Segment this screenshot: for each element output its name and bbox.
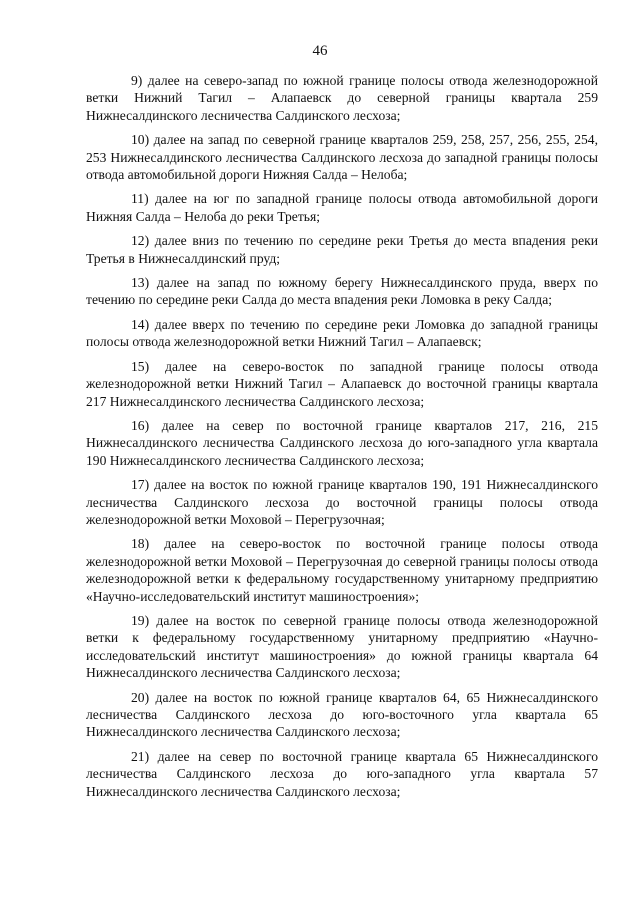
paragraph-item-17: 17) далее на восток по южной границе кварталов 190, 191 Нижнесалдинского лесничества Салдинского лесхоза до восточной границы полосы отвода железнодорожной ветки Моховой – Перегрузочная;	[86, 477, 598, 527]
document-body	[86, 72, 598, 807]
page-number: 46	[312, 43, 328, 59]
paragraph-item-14: 14) далее вверх по течению по середине реки Ломовка до западной границы полосы отвода железнодорожной ветки Нижний Тагил – Алапаевск;	[86, 316, 598, 350]
paragraph-item-18: 18) далее на северо-восток по восточной границе полосы отвода железнодорожной ветки Моховой – Перегрузочная до северной границы полосы отвода железнодорожной ветки к федеральному государственному унитарному предприятию «Научно-исследовательский институт машиностроения»;	[86, 536, 598, 604]
paragraph-item-12: 12) далее вниз по течению по середине реки Третья до места впадения реки Третья в Нижнесалдинский пруд;	[86, 233, 598, 266]
paragraph-item-10: 10) далее на запад по северной границе кварталов 259, 258, 257, 256, 255, 254, 253 Нижнесалдинского лесничества Салдинского лесхоза до западной границы полосы отвода автомобильной дороги Нижняя Салда – Нелоба;	[86, 132, 598, 183]
paragraph-item-19: 19) далее на восток по северной границе полосы отвода железнодорожной ветки к федеральному государственному унитарному предприятию «Научно-исследовательский институт машиностроения» до южной границы квартала 64 Нижнесалдинского лесничества Салдинского лесхоза;	[86, 612, 598, 681]
paragraph-item-20: 20) далее на восток по южной границе кварталов 64, 65 Нижнесалдинского лесничества Салдинского лесхоза до юго-восточного угла квартала 65 Нижнесалдинского лесничества Салдинского лесхоза;	[86, 689, 598, 740]
paragraph-item-13: 13) далее на запад по южному берегу Нижнесалдинского пруда, вверх по течению по середине реки Салда до места впадения реки Ломовка в реку Салда;	[86, 275, 598, 308]
paragraph-item-21: 21) далее на север по восточной границе квартала 65 Нижнесалдинского лесничества Салдинского лесхоза до юго-западного угла квартала 57 Нижнесалдинского лесничества Салдинского лесхоза;	[86, 748, 598, 799]
paragraph-item-16: 16) далее на север по восточной границе кварталов 217, 216, 215 Нижнесалдинского лесничества Салдинского лесхоза до юго-западного угла квартала 190 Нижнесалдинского лесничества Салдинского лесхоза;	[86, 417, 598, 468]
paragraph-item-9: 9) далее на северо-запад по южной границе полосы отвода железнодорожной ветки Нижний Тагил – Алапаевск до северной границы квартала 259 Нижнесалдинского лесничества Салдинского лесхоза;	[86, 73, 598, 123]
paragraph-item-15: 15) далее на северо-восток по западной границе полосы отвода железнодорожной ветки Нижний Тагил – Алапаевск до восточной границы квартала 217 Нижнесалдинского лесничества Салдинского лесхоза;	[86, 358, 598, 409]
paragraph-item-11: 11) далее на юг по западной границе полосы отвода автомобильной дороги Нижняя Салда – Нелоба до реки Третья;	[86, 191, 598, 224]
